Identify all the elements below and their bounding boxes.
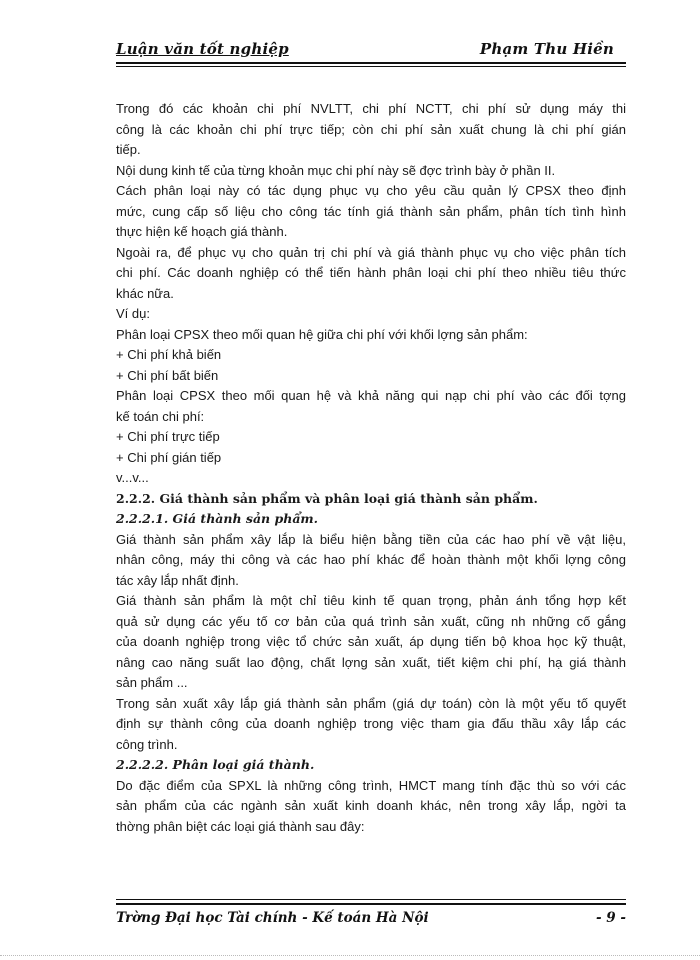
text-line: + Chi phí gián tiếp	[116, 449, 222, 465]
text-line: Nội dung kinh tế của từng khoản mục chi phí này sẽ đợc trình bày ở phần II.	[116, 162, 556, 178]
text-line: của doanh nghiệp trong việc tổ chức sản xuất, áp dụng tiến bộ khoa học kỹ thuật,	[116, 634, 626, 649]
header-thesis-title: Luận văn tốt nghiệp	[116, 40, 289, 58]
text-line: Ví dụ:	[116, 306, 150, 321]
text-line: quả sử dụng các yếu tố cơ bản của quá trình sản xuất, cũng nh những cố gắng	[116, 613, 626, 629]
text-line: + Chi phí bất biến	[116, 367, 219, 383]
text-line: v...v...	[116, 470, 149, 485]
header-author-name: Phạm Thu Hiền	[479, 40, 614, 58]
text-line: Trong sản xuất xây lắp giá thành sản phẩm (giá dự toán) còn là một yếu tố quyết	[116, 695, 626, 711]
text-line: sản phẩm của các ngành sản xuất kinh doanh khác, nên trong xây lắp, ngời ta	[116, 798, 626, 813]
text-line: thực hiện kế hoạch giá thành.	[116, 224, 288, 239]
text-line: Cách phân loại này có tác dụng phục vụ cho yêu cầu quản lý CPSX theo định	[116, 183, 626, 198]
text-line: Giá thành sản phẩm xây lắp là biểu hiện bằng tiền của các hao phí về vật liệu,	[116, 531, 626, 547]
text-line: sản phẩm ...	[116, 675, 188, 690]
text-line: công là các khoản chi phí trực tiếp; còn chi phí sản xuất chung là chi phí gián	[116, 121, 626, 137]
text-line: Trong đó các khoản chi phí NVLTT, chi phí NCTT, chi phí sử dụng máy thi	[116, 101, 626, 116]
text-line: + Chi phí trực tiếp	[116, 429, 220, 444]
header-rule-thin	[116, 66, 626, 67]
text-line: tiếp.	[116, 142, 141, 157]
document-body	[116, 99, 626, 837]
page-header	[116, 40, 626, 64]
footer-rule-thick	[116, 903, 626, 905]
footer-institution: Trờng Đại học Tài chính - Kế toán Hà Nội	[116, 910, 429, 926]
text-line: định sự thành công của doanh nghiệp trong việc tham gia đấu thầu xây lắp các	[116, 716, 626, 731]
page-footer	[116, 910, 626, 932]
page-bottom-dotted-border	[0, 955, 700, 956]
section-heading: 2.2.2. Giá thành sản phẩm và phân loại giá thành sản phẩm.	[116, 490, 538, 506]
header-rule-thick	[116, 62, 626, 64]
section-heading: 2.2.2.1. Giá thành sản phẩm.	[116, 511, 318, 526]
text-line: + Chi phí khả biến	[116, 347, 222, 362]
text-line: tác xây lắp nhất định.	[116, 572, 239, 588]
text-line: mức, cung cấp số liệu cho công tác tính giá thành sản phẩm, phân tích tình hình	[116, 203, 626, 219]
text-line: khác nữa.	[116, 285, 174, 301]
text-line: Giá thành sản phẩm là một chỉ tiêu kinh tế quan trọng, phản ánh tổng hợp kết	[116, 593, 626, 608]
footer-rule-thin	[116, 899, 626, 900]
text-line: nâng cao năng suất lao động, chất lợng sản xuất, tiết kiệm chi phí, hạ giá thành	[116, 654, 626, 670]
text-line: Phân loại CPSX theo mối quan hệ và khả năng qui nạp chi phí vào các đối tợng	[116, 388, 626, 403]
text-line: thờng phân biệt các loại giá thành sau đây:	[116, 818, 365, 834]
page-number: - 9 -	[596, 910, 626, 926]
text-line: Ngoài ra, để phục vụ cho quản trị chi phí và giá thành phục vụ cho việc phân tích	[116, 244, 626, 260]
text-line: Do đặc điểm của SPXL là những công trình, HMCT mang tính đặc thù so với các	[116, 777, 626, 793]
text-line: kế toán chi phí:	[116, 408, 205, 424]
section-heading: 2.2.2.2. Phân loại giá thành.	[116, 757, 315, 772]
text-line: công trình.	[116, 736, 178, 752]
text-line: nhân công, máy thi công và các hao phí khác để hoàn thành một khối lợng công	[116, 552, 626, 567]
text-line: chi phí. Các doanh nghiệp có thể tiến hành phân loại chi phí theo nhiều tiêu thức	[116, 265, 626, 280]
text-line: Phân loại CPSX theo mối quan hệ giữa chi phí với khối lợng sản phẩm:	[116, 326, 528, 342]
